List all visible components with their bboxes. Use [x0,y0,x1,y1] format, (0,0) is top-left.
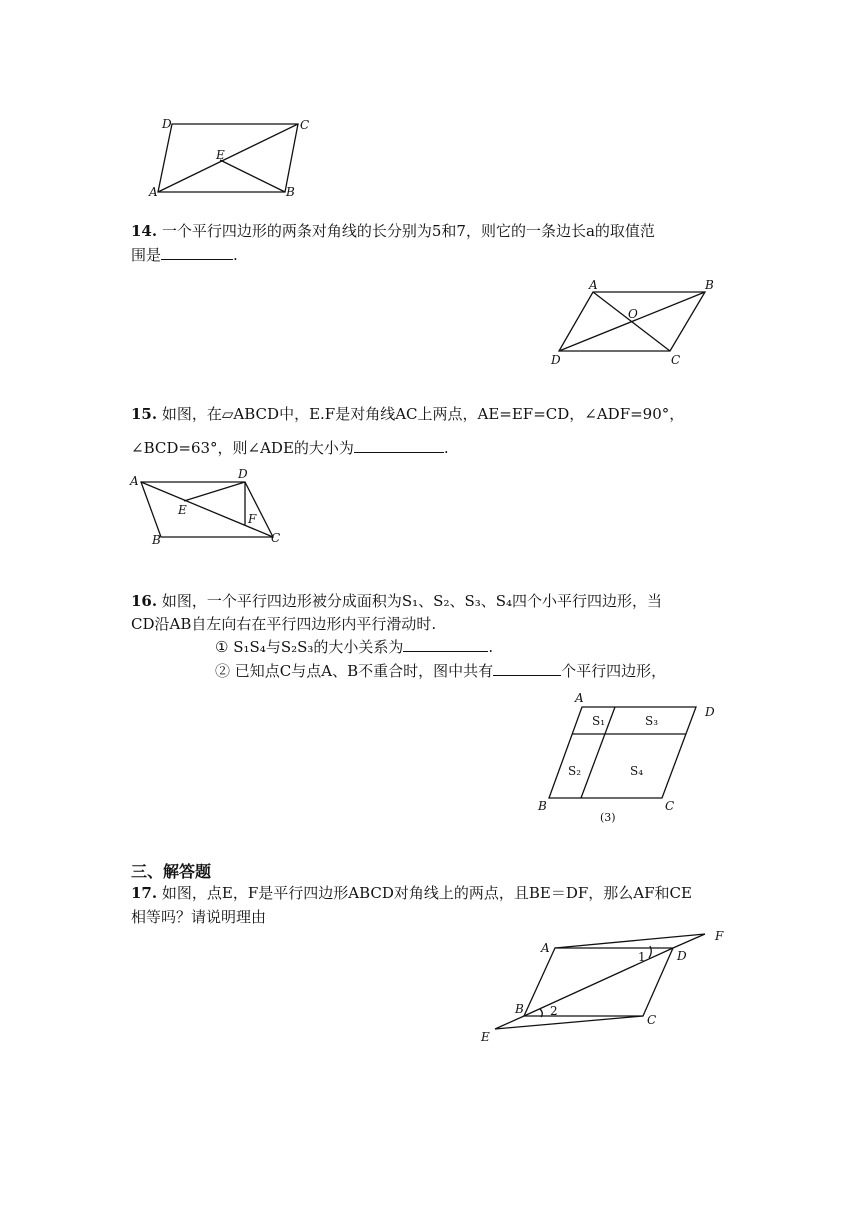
label-e: E [216,148,225,162]
label-d: D [238,467,248,481]
label-d: D [162,117,172,131]
label-e: E [481,1030,490,1044]
label-c: C [671,353,681,367]
label-b: B [705,278,714,292]
label-a: A [130,474,139,488]
q14-number: 14. [131,222,158,240]
label-b: B [152,533,161,547]
label-d: D [677,949,687,963]
q17-line2: 相等吗？请说明理由 [131,908,267,926]
figure-caption: (3) [600,811,616,824]
q15-number: 15. [131,405,158,423]
label-b: B [538,799,547,813]
figure-q15 [128,468,298,548]
parallelogram-abcd [549,707,696,798]
label-b: B [286,185,295,199]
q17-text: 如图，点E，F是平行四边形ABCD对角线上的两点，且BE＝DF，那么AF和CE [161,884,692,902]
label-e: E [178,503,187,517]
label-c: C [665,799,675,813]
figure-q14 [545,280,725,370]
q16-item2: ② 已知点C与点A、B不重合时，图中共有 个平行四边形， [215,662,667,680]
label-b: B [515,1002,524,1016]
label-c: C [300,118,310,132]
q17-number: 17. [131,884,158,902]
label-1: 1 [638,950,646,964]
label-s1: S₁ [592,714,606,728]
diagonal-ac [141,482,273,537]
label-a: A [589,278,598,292]
diagonal-ac [158,124,298,192]
q15-line1 [131,403,684,425]
segment-af [555,934,705,948]
label-f: F [715,929,724,943]
q14-text: 一个平行四边形的两条对角线的长分别为5和7，则它的一条边长a的取值范 [161,222,655,240]
label-c: C [271,531,281,545]
q16-item1: ① S₁S₄与S₂S₃的大小关系为 . [215,638,494,656]
q14-answer-blank[interactable] [161,245,233,260]
q15-answer-blank[interactable] [354,438,444,453]
q16-line2: CD沿AB自左向右在平行四边形内平行滑动时. [131,615,437,633]
label-s4: S₄ [630,764,644,778]
q16-number: 16. [131,592,158,610]
q15-text: 如图，在▱ABCD中，E.F是对角线AC上两点，AE=EF=CD，∠ADF=90°， [161,405,685,423]
figure-q13 [140,115,320,205]
q14-line2: 围是 . [131,246,238,264]
label-d: D [551,353,561,367]
segment-eb [220,160,285,192]
label-c: C [647,1013,657,1027]
figure-q17 [475,925,730,1050]
label-a: A [541,941,550,955]
diagonal-bd [559,292,705,351]
q14-line1 [131,220,655,242]
label-f: F [248,512,257,526]
q16-item1-blank[interactable] [403,637,488,652]
q16-line1 [131,590,662,612]
label-s2: S₂ [568,764,582,778]
diagonal-bd [524,948,673,1016]
label-2: 2 [550,1004,558,1018]
label-a: A [149,185,158,199]
segment-ec [495,1016,643,1029]
section-title: 三、解答题 [131,862,212,881]
label-a: A [575,691,584,705]
segment-de [184,482,245,501]
q16-text: 如图，一个平行四边形被分成面积为S₁、S₂、S₃、S₄四个小平行四边形，当 [161,592,663,610]
label-o: O [628,307,638,321]
q17-line1 [131,882,692,904]
q15-line2: ∠BCD=63°，则∠ADE的大小为 . [131,439,449,457]
label-d: D [705,705,715,719]
q16-item2-blank[interactable] [493,661,561,676]
figure-q16 [530,693,730,828]
label-s3: S₃ [645,714,659,728]
